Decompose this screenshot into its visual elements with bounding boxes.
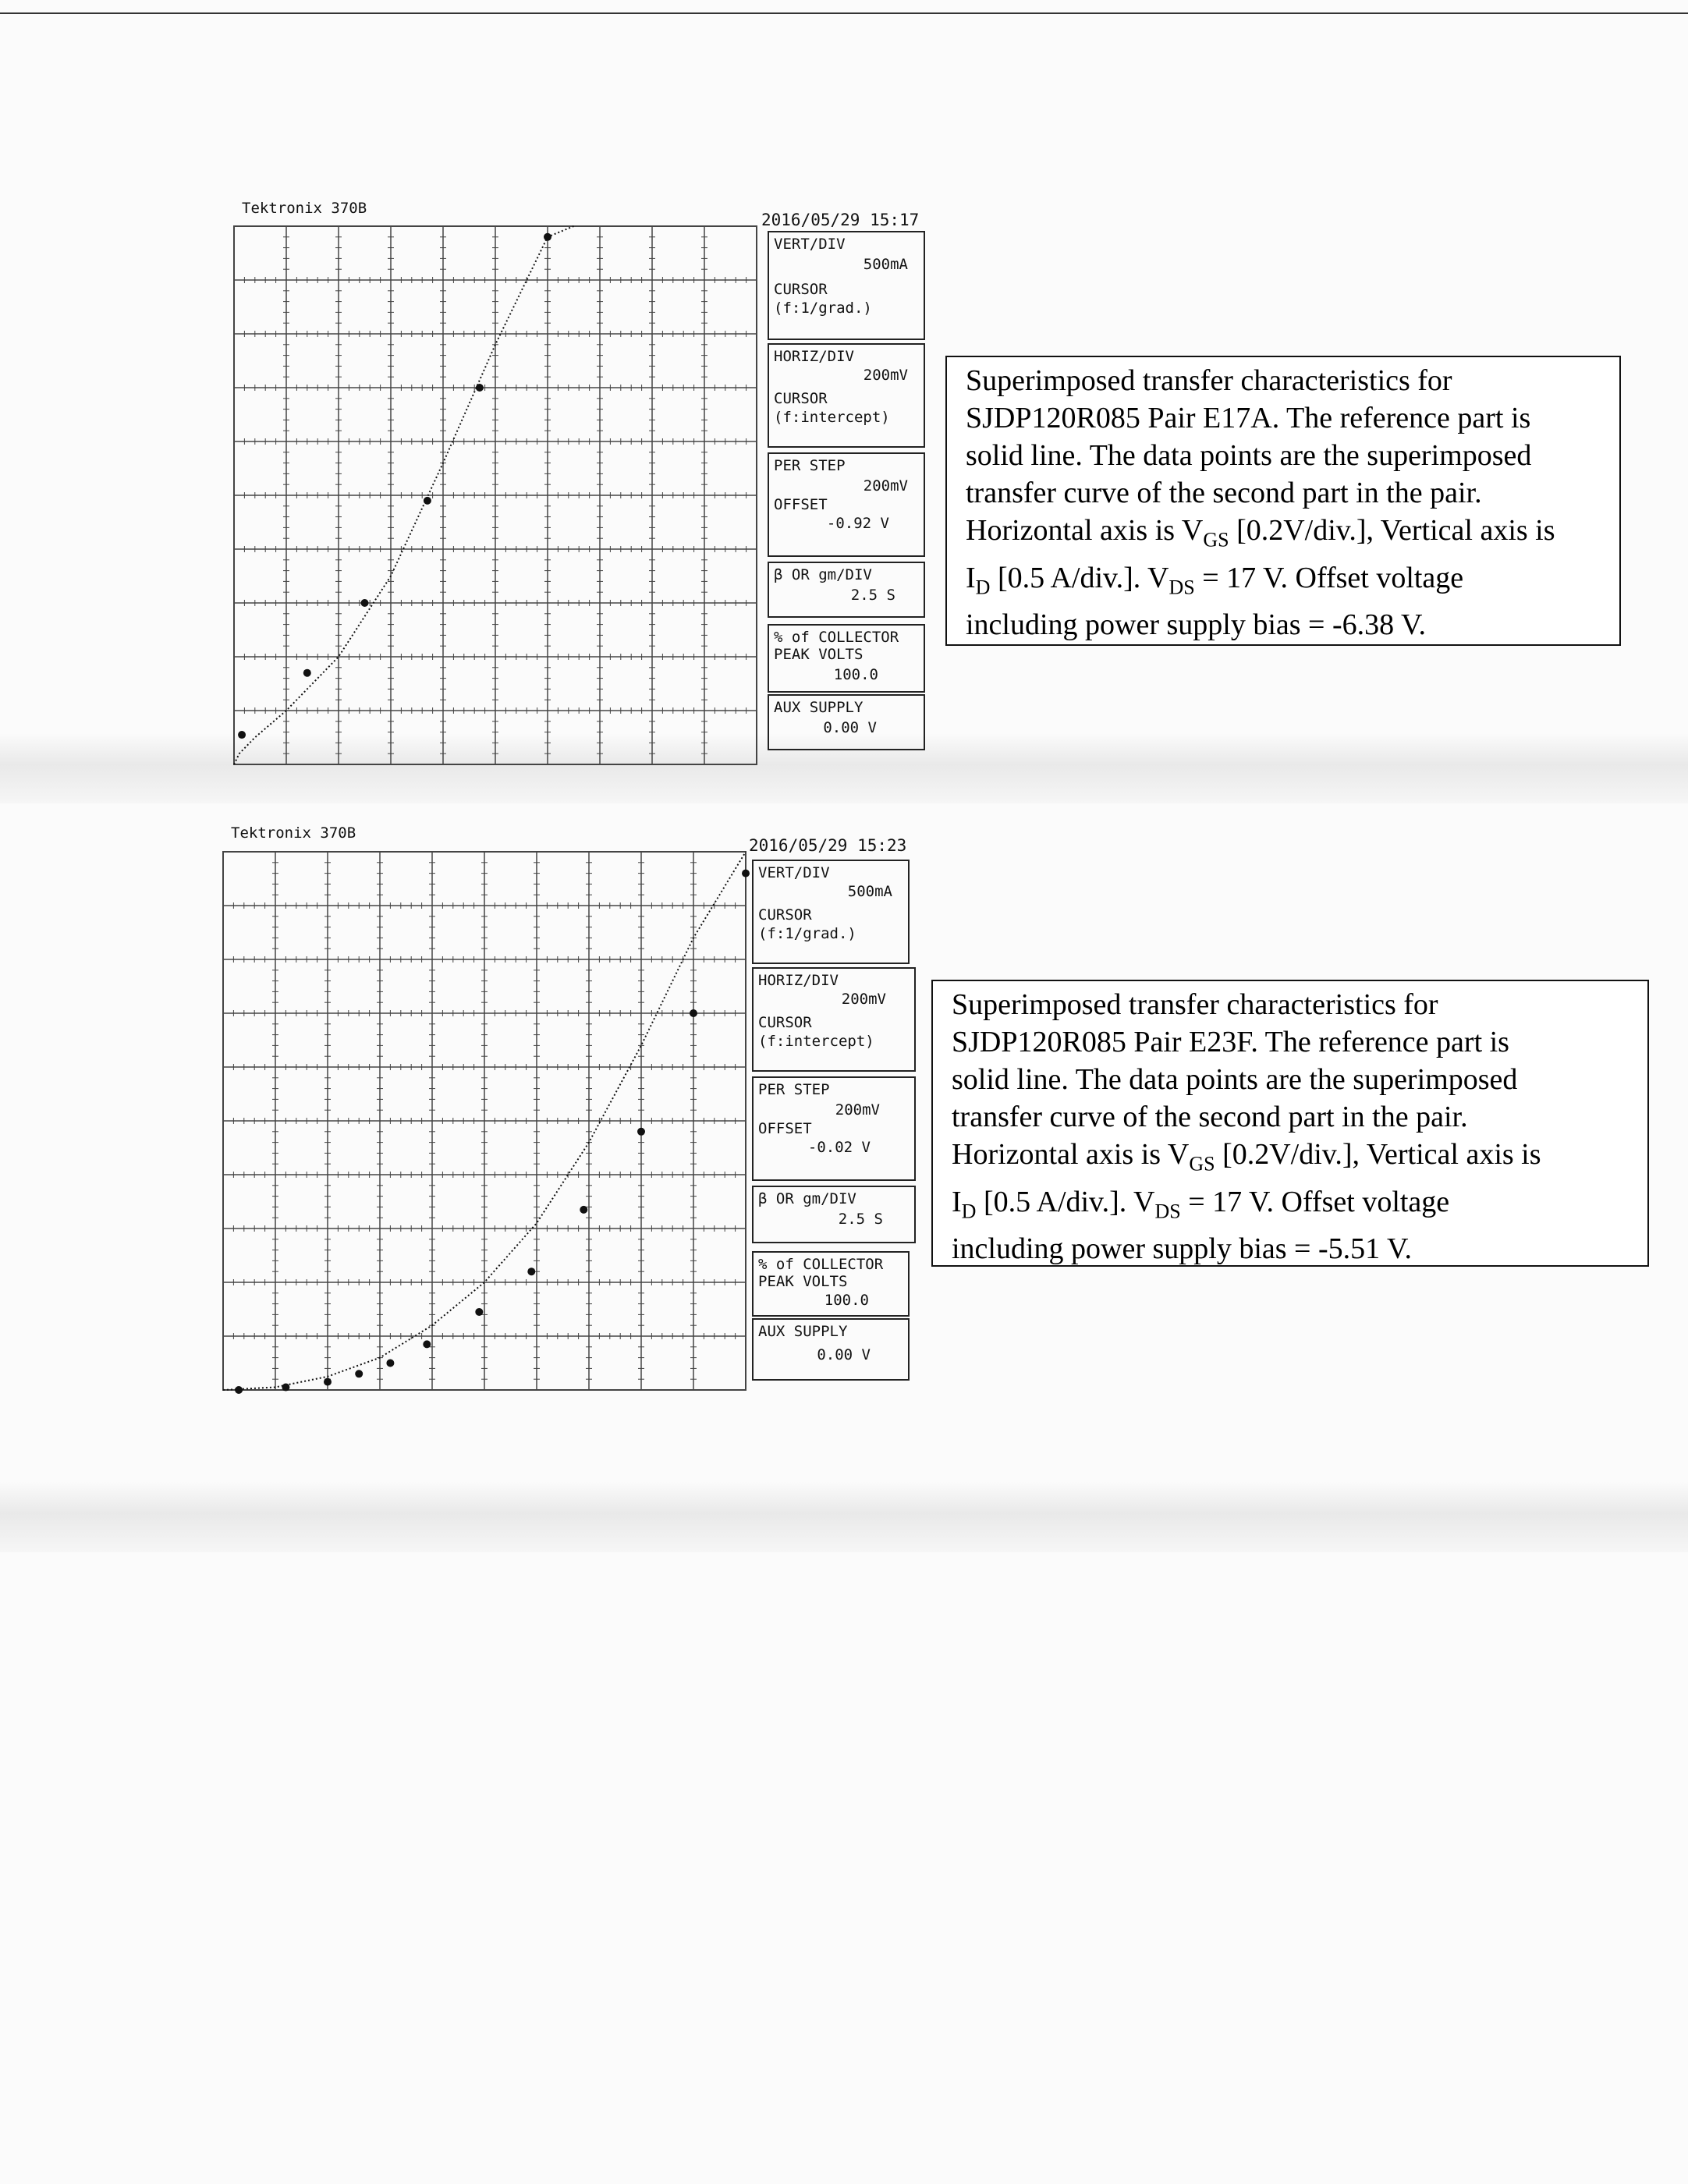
caption-line: SJDP120R085 Pair E23F. The reference part is bbox=[952, 1026, 1509, 1058]
panel-label: PER STEP bbox=[774, 457, 846, 474]
panel-sub: CURSOR bbox=[774, 281, 828, 298]
panel-value: 200mV bbox=[835, 1101, 880, 1119]
panel-label: β OR gm/DIV bbox=[758, 1190, 856, 1207]
panel-sub: CURSOR bbox=[758, 1014, 812, 1031]
top-scan-edge bbox=[0, 12, 1688, 14]
data-point bbox=[476, 384, 484, 392]
data-point bbox=[282, 1384, 289, 1392]
scope2-caption bbox=[931, 980, 1649, 1267]
scope1-brand: Tektronix 370B bbox=[242, 200, 367, 217]
data-point bbox=[303, 669, 311, 677]
caption-sub: GS bbox=[1203, 528, 1229, 551]
caption-line: transfer curve of the second part in the pair. bbox=[952, 1101, 1468, 1133]
panel-sub: CURSOR bbox=[758, 906, 812, 924]
panel-sub2: (f:1/grad.) bbox=[758, 925, 856, 942]
caption-line: including power supply bias = -6.38 V. bbox=[966, 608, 1427, 642]
panel-sub2: -0.02 V bbox=[807, 1139, 871, 1156]
data-point bbox=[238, 731, 246, 739]
panel-sub: OFFSET bbox=[774, 496, 828, 513]
panel-value: 500mA bbox=[847, 883, 892, 900]
scope2-panel-gm bbox=[752, 1186, 916, 1243]
panel-sub: OFFSET bbox=[758, 1120, 812, 1137]
panel-value: 0.00 V bbox=[817, 1346, 871, 1363]
caption-line: [0.5 A/div.]. V bbox=[990, 561, 1169, 594]
caption-sub: GS bbox=[1189, 1152, 1215, 1175]
panel-sub2: (f:1/grad.) bbox=[774, 300, 872, 317]
data-point bbox=[235, 1386, 243, 1394]
panel-label: AUX SUPPLY bbox=[758, 1323, 848, 1340]
panel-label: VERT/DIV bbox=[774, 236, 846, 253]
scope2-brand: Tektronix 370B bbox=[231, 824, 356, 842]
data-point bbox=[424, 497, 431, 505]
data-point bbox=[544, 233, 551, 241]
panel-label: % of COLLECTOR bbox=[758, 1256, 884, 1273]
data-point bbox=[355, 1370, 363, 1377]
caption-line: Horizontal axis is V bbox=[952, 1138, 1190, 1171]
caption-line: solid line. The data points are the superimposed bbox=[966, 439, 1532, 472]
caption-line: Superimposed transfer characteristics for bbox=[952, 988, 1438, 1021]
panel-label: VERT/DIV bbox=[758, 864, 830, 881]
caption-line: including power supply bias = -5.51 V. bbox=[952, 1232, 1413, 1266]
panel-sub2: (f:intercept) bbox=[774, 409, 890, 426]
scope1-panel-gm bbox=[768, 562, 925, 618]
caption-line: transfer curve of the second part in the pair. bbox=[966, 477, 1482, 509]
caption-line: I bbox=[966, 561, 976, 594]
panel-value: 200mV bbox=[863, 367, 908, 384]
scope1-datetime: 2016/05/29 15:17 bbox=[761, 211, 920, 229]
panel-label: % of COLLECTOR bbox=[774, 629, 899, 646]
scope1-panel-step bbox=[768, 452, 925, 557]
scope1-panel-horiz bbox=[768, 343, 925, 448]
panel-value: 0.00 V bbox=[823, 719, 877, 736]
caption-line: I bbox=[952, 1185, 962, 1218]
panel-label: HORIZ/DIV bbox=[758, 972, 839, 989]
caption-sub: DS bbox=[1168, 576, 1195, 599]
panel-value: 200mV bbox=[863, 477, 908, 495]
caption-line: Superimposed transfer characteristics for bbox=[966, 364, 1452, 397]
scope1-panel-aux bbox=[768, 694, 925, 750]
caption-sub: D bbox=[961, 1200, 977, 1223]
panel-sub: CURSOR bbox=[774, 390, 828, 407]
data-point bbox=[690, 1009, 697, 1017]
caption-line: [0.2V/div.], Vertical axis is bbox=[1229, 514, 1555, 547]
caption-sub: DS bbox=[1154, 1200, 1181, 1223]
panel-sub: 100.0 bbox=[833, 666, 878, 683]
panel-value: 2.5 S bbox=[838, 1211, 883, 1228]
panel-value: 500mA bbox=[863, 256, 908, 273]
scope2-panel-collector bbox=[752, 1251, 910, 1317]
data-point bbox=[386, 1360, 394, 1367]
scope1-panel-collector bbox=[768, 624, 925, 693]
data-point bbox=[637, 1128, 645, 1136]
caption-line: Horizontal axis is V bbox=[966, 514, 1204, 547]
graticule-minor-ticks bbox=[234, 237, 746, 764]
panel-sub2: (f:intercept) bbox=[758, 1033, 874, 1050]
data-point bbox=[324, 1378, 332, 1386]
data-point bbox=[361, 599, 369, 607]
data-point bbox=[475, 1308, 483, 1316]
scope2-panel-step bbox=[752, 1076, 916, 1181]
panel-label: PER STEP bbox=[758, 1081, 830, 1098]
data-point bbox=[527, 1268, 535, 1275]
caption-line: [0.2V/div.], Vertical axis is bbox=[1215, 1138, 1541, 1171]
caption-line: solid line. The data points are the superimposed bbox=[952, 1063, 1518, 1096]
scope1-panel-vert bbox=[768, 231, 925, 340]
caption-line: SJDP120R085 Pair E17A. The reference part is bbox=[966, 402, 1531, 434]
scope2-panel-horiz bbox=[752, 967, 916, 1072]
data-point bbox=[742, 870, 750, 878]
scope1-caption bbox=[945, 356, 1621, 646]
panel-value: 2.5 S bbox=[850, 587, 895, 604]
panel-value: PEAK VOLTS bbox=[774, 646, 864, 663]
caption-line: [0.5 A/div.]. V bbox=[976, 1185, 1155, 1218]
panel-sub2: -0.92 V bbox=[826, 515, 889, 532]
caption-line: = 17 V. Offset voltage bbox=[1194, 561, 1464, 594]
panel-label: β OR gm/DIV bbox=[774, 566, 872, 583]
panel-value: PEAK VOLTS bbox=[758, 1273, 848, 1290]
panel-label: AUX SUPPLY bbox=[774, 699, 864, 716]
scope2-datetime: 2016/05/29 15:23 bbox=[749, 836, 907, 855]
panel-value: 200mV bbox=[841, 991, 886, 1008]
panel-label: HORIZ/DIV bbox=[774, 348, 854, 365]
caption-line: = 17 V. Offset voltage bbox=[1180, 1185, 1450, 1218]
data-point bbox=[580, 1206, 587, 1214]
data-point bbox=[423, 1340, 431, 1348]
scope2-panel-aux bbox=[752, 1318, 910, 1381]
panel-sub: 100.0 bbox=[824, 1292, 869, 1309]
caption-sub: D bbox=[975, 576, 991, 599]
paper-fold-2 bbox=[0, 1482, 1688, 1552]
scope2-panel-vert bbox=[752, 860, 910, 964]
